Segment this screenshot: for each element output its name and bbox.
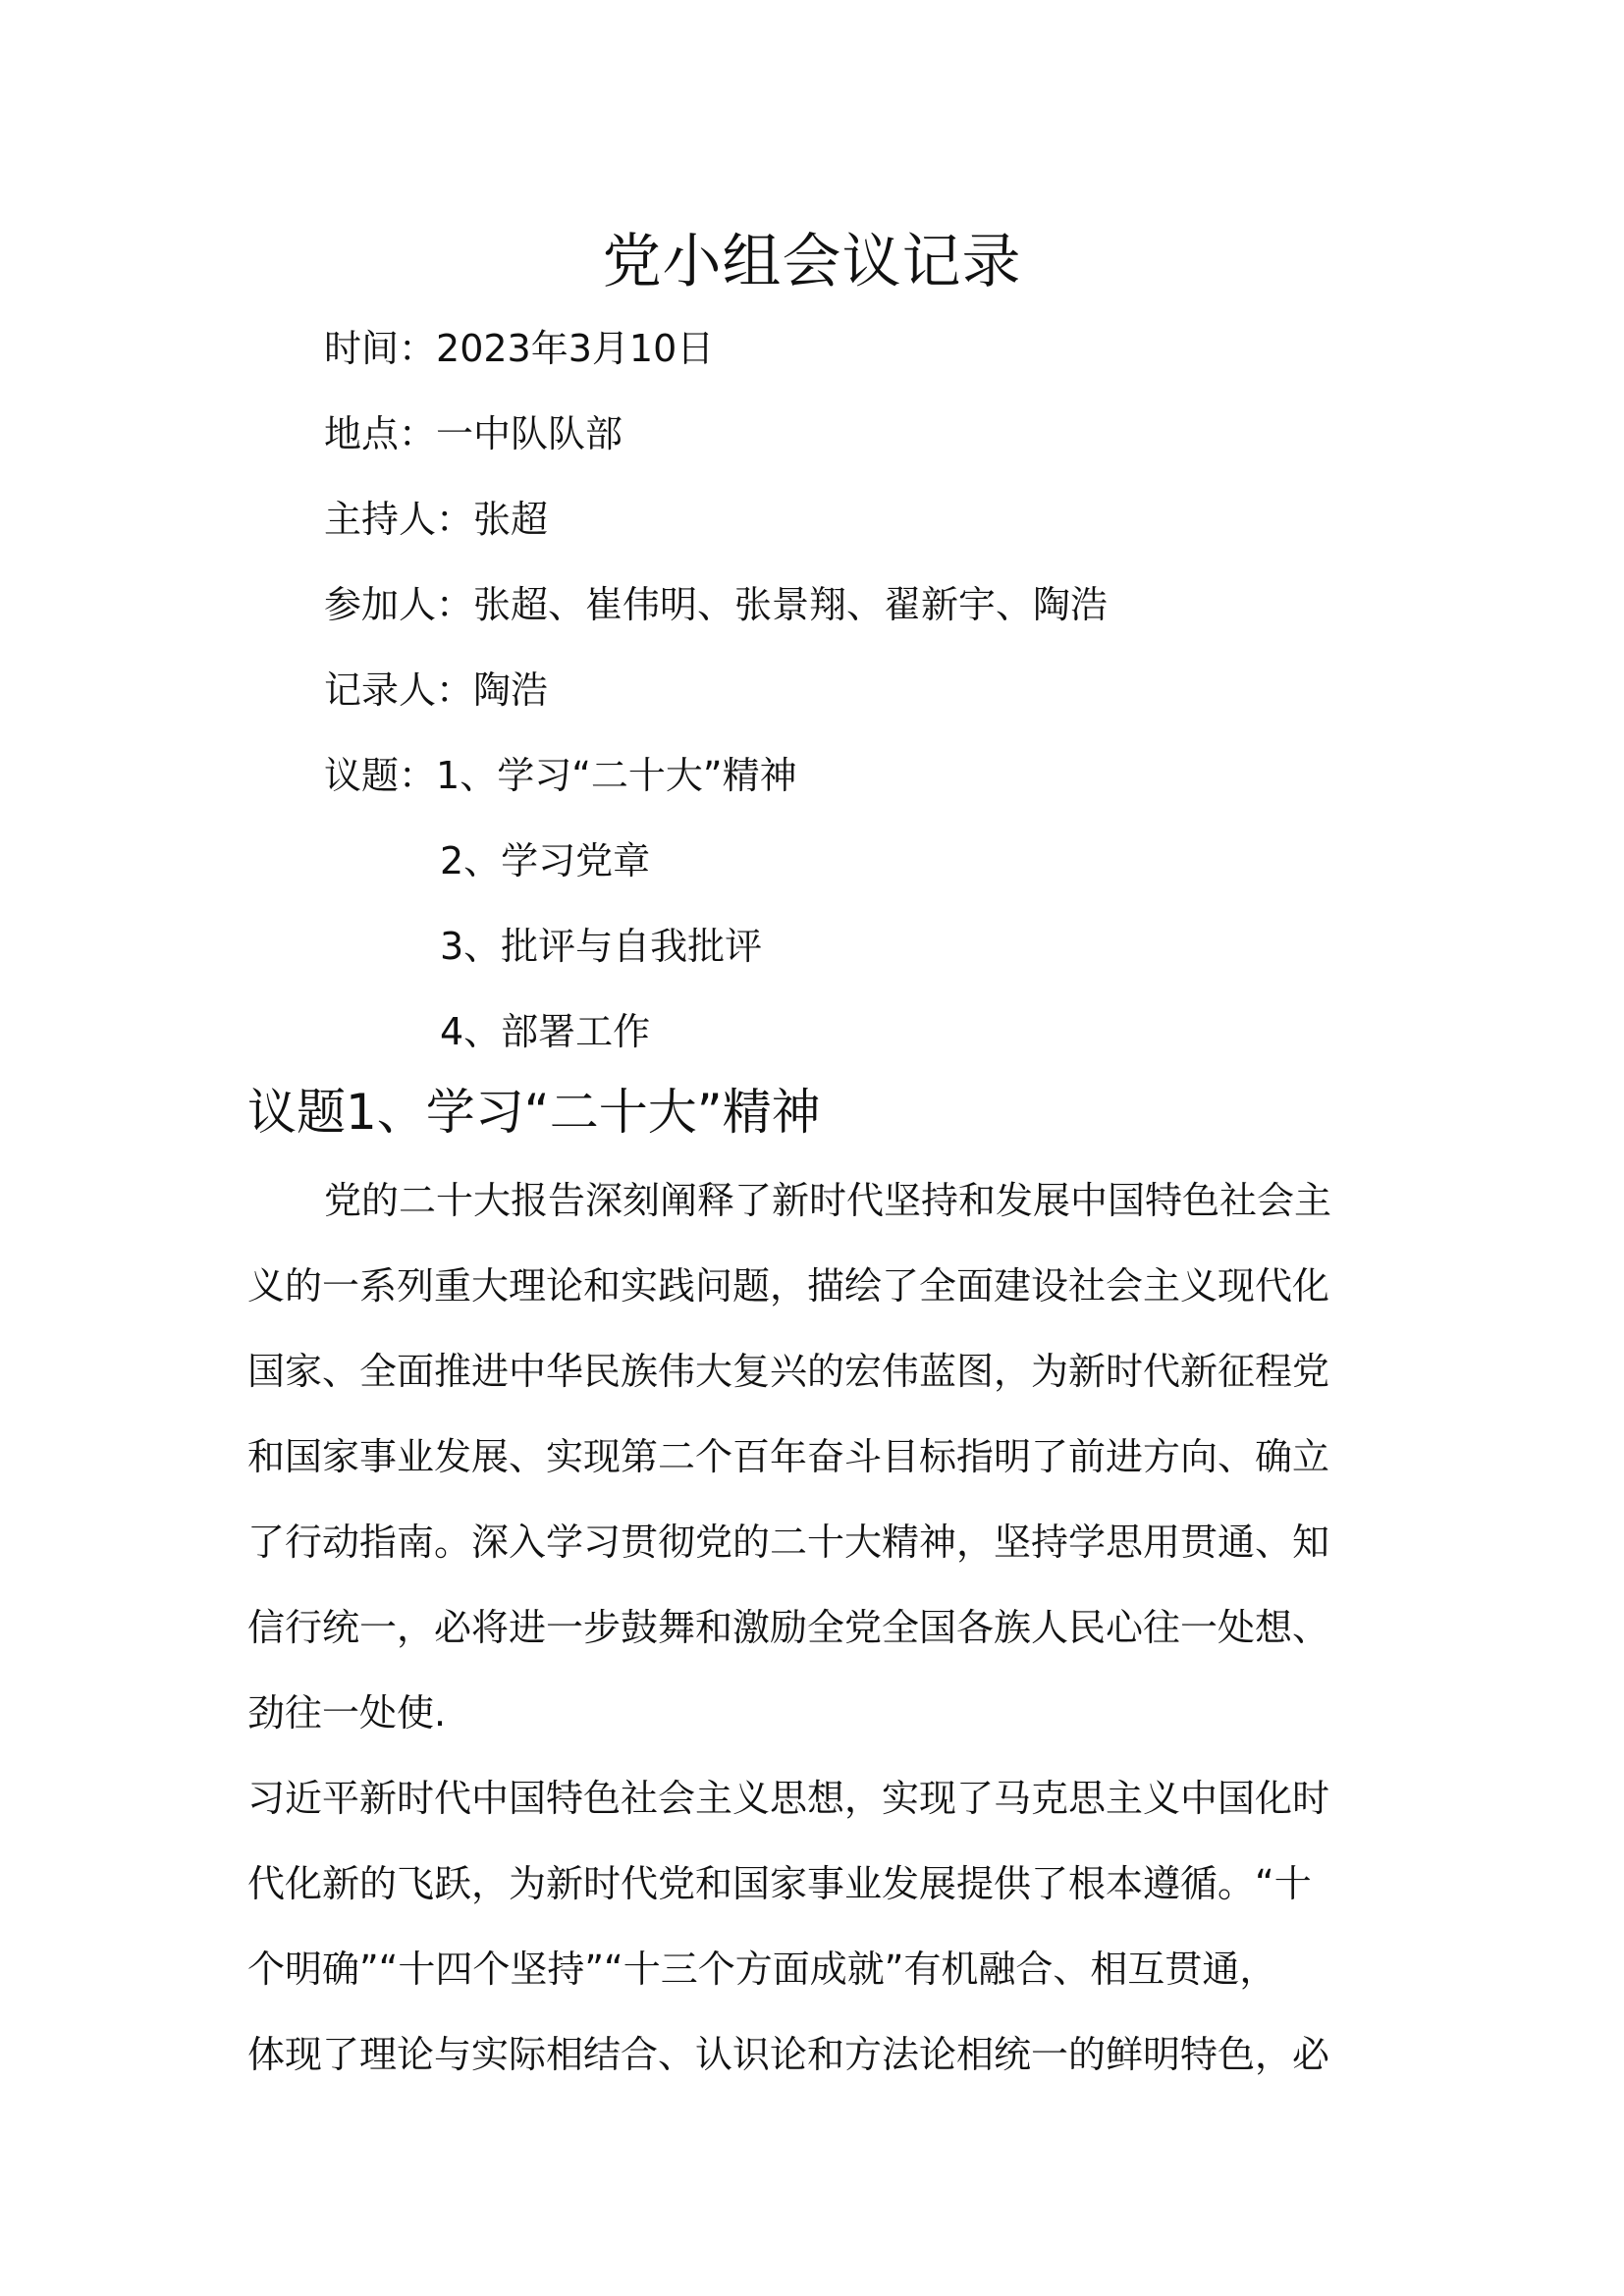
place-value: 一中队队部 — [436, 412, 623, 455]
place-label: 地点： — [324, 412, 437, 455]
body-line: 代化新的飞跃，为新时代党和国家事业发展提供了根本遵循。“十 — [247, 1862, 1312, 1905]
topic-item: 2、学习党章 — [440, 839, 651, 882]
meeting-topics — [324, 733, 1404, 819]
meeting-attendees — [324, 562, 1404, 648]
meeting-time — [324, 306, 1404, 392]
topics-label: 议题： — [324, 754, 437, 797]
section-heading: 议题1、学习“二十大”精神 — [247, 1084, 821, 1141]
attendees-value: 张超、崔伟明、张景翔、翟新宇、陶浩 — [473, 583, 1109, 626]
body-line: 了行动指南。深入学习贯彻党的二十大精神，坚持学思用贯通、知 — [247, 1521, 1330, 1564]
body-line: 个明确”“十四个坚持”“十三个方面成就”有机融合、相互贯通， — [247, 1948, 1277, 1991]
section-body — [247, 1158, 1396, 2098]
attendees-label: 参加人： — [324, 583, 474, 626]
topic-item: 4、部署工作 — [440, 1010, 651, 1053]
body-line: 信行统一，必将进一步鼓舞和激励全党全国各族人民心往一处想、 — [247, 1606, 1330, 1649]
document-title: 党小组会议记录 — [602, 228, 1022, 296]
body-line: 国家、全面推进中华民族伟大复兴的宏伟蓝图，为新时代新征程党 — [247, 1350, 1330, 1393]
body-line: 和国家事业发展、实现第二个百年奋斗目标指明了前进方向、确立 — [247, 1435, 1330, 1478]
body-line: 劲往一处使. — [247, 1691, 447, 1735]
host-label: 主持人： — [324, 498, 474, 541]
recorder-value: 陶浩 — [473, 668, 549, 712]
body-line: 习近平新时代中国特色社会主义思想，实现了马克思主义中国化时 — [247, 1777, 1330, 1820]
meeting-recorder — [324, 648, 1404, 733]
topic-item: 1、学习“二十大”精神 — [436, 754, 797, 797]
topic-item: 3、批评与自我批评 — [440, 925, 763, 968]
host-value: 张超 — [473, 498, 549, 541]
time-label: 时间： — [324, 327, 437, 370]
body-line: 党的二十大报告深刻阐释了新时代坚持和发展中国特色社会主 — [324, 1179, 1332, 1222]
body-line: 义的一系列重大理论和实践问题，描绘了全面建设社会主义现代化 — [247, 1264, 1330, 1308]
recorder-label: 记录人： — [324, 668, 474, 712]
meeting-place — [324, 392, 1404, 477]
body-line: 体现了理论与实际相结合、认识论和方法论相统一的鲜明特色，必 — [247, 2033, 1330, 2076]
meeting-info — [324, 306, 1404, 1075]
time-value: 2023年3月10日 — [436, 327, 715, 370]
meeting-host — [324, 477, 1404, 562]
